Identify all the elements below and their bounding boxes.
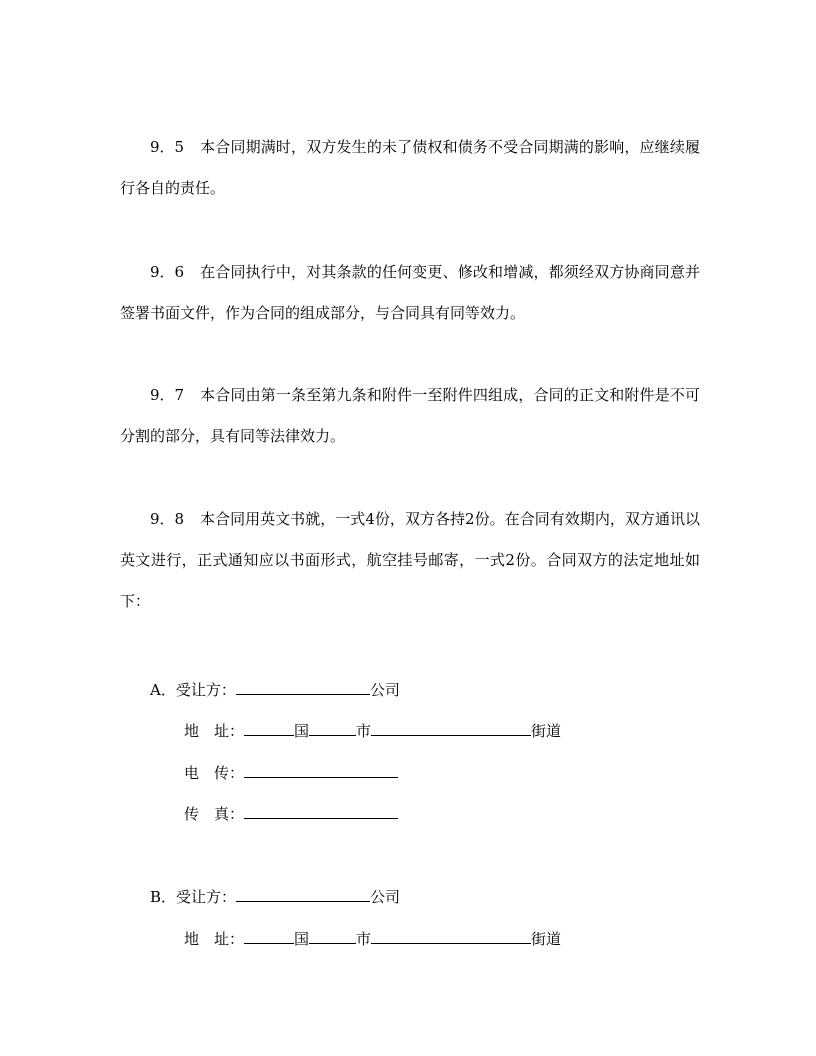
clause-number: 9．6 xyxy=(150,263,185,281)
party-b-country-blank[interactable] xyxy=(244,927,294,944)
clause-text: 本合同期满时，双方发生的未了债权和债务不受合同期满的影响，应继续履行各自的责任。 xyxy=(120,138,700,197)
party-a-fax-line xyxy=(184,802,398,824)
party-b-address-label: 地 址： xyxy=(184,930,245,948)
party-a-name-line xyxy=(150,678,400,700)
party-b-city-label: 市 xyxy=(356,930,372,948)
party-b-address-line xyxy=(184,927,561,949)
party-b-name-line xyxy=(150,885,400,907)
party-a-tel-blank[interactable] xyxy=(244,761,398,778)
party-a-tel-line xyxy=(184,761,398,783)
party-a-tel-label: 电 传： xyxy=(184,764,245,782)
party-a-label: A．受让方： xyxy=(150,681,236,699)
clause-number: 9．5 xyxy=(150,138,185,156)
party-b-city-blank[interactable] xyxy=(309,927,356,944)
party-a-fax-label: 传 真： xyxy=(184,805,245,823)
party-a-address-label: 地 址： xyxy=(184,722,245,740)
party-a-company-blank[interactable] xyxy=(236,678,370,695)
clause-text: 在合同执行中，对其条款的任何变更、修改和增减，都须经双方协商同意并签署书面文件，作为合同的组成部分，与合同具有同等效力。 xyxy=(120,263,700,322)
party-a-street-blank[interactable] xyxy=(371,719,531,736)
party-b-label: B．受让方： xyxy=(150,888,237,906)
party-a-street-label: 街道 xyxy=(531,722,562,740)
clause-number: 9．8 xyxy=(150,510,185,528)
party-a-city-label: 市 xyxy=(356,722,372,740)
party-b-street-label: 街道 xyxy=(531,930,562,948)
party-a-city-blank[interactable] xyxy=(309,719,356,736)
party-b-street-blank[interactable] xyxy=(371,927,531,944)
clause-text: 本合同由第一条至第九条和附件一至附件四组成，合同的正文和附件是不可分割的部分，具有同等法律效力。 xyxy=(120,386,700,445)
clause-9-7 xyxy=(120,375,700,457)
party-a-country-label: 国 xyxy=(294,722,310,740)
party-b-company-blank[interactable] xyxy=(236,885,370,902)
clause-9-8 xyxy=(120,499,700,622)
party-b-country-label: 国 xyxy=(294,930,310,948)
clause-text: 本合同用英文书就，一式4份，双方各持2份。在合同有效期内，双方通讯以英文进行，正式通知应以书面形式，航空挂号邮寄，一式2份。合同双方的法定地址如下： xyxy=(120,510,700,610)
party-a-company-suffix: 公司 xyxy=(369,681,400,699)
clause-9-6 xyxy=(120,252,700,334)
party-b-company-suffix: 公司 xyxy=(370,888,401,906)
party-a-fax-blank[interactable] xyxy=(244,802,398,819)
party-a-country-blank[interactable] xyxy=(244,719,294,736)
party-a-address-line xyxy=(184,719,561,741)
clause-number: 9．7 xyxy=(150,386,185,404)
clause-9-5 xyxy=(120,127,700,209)
